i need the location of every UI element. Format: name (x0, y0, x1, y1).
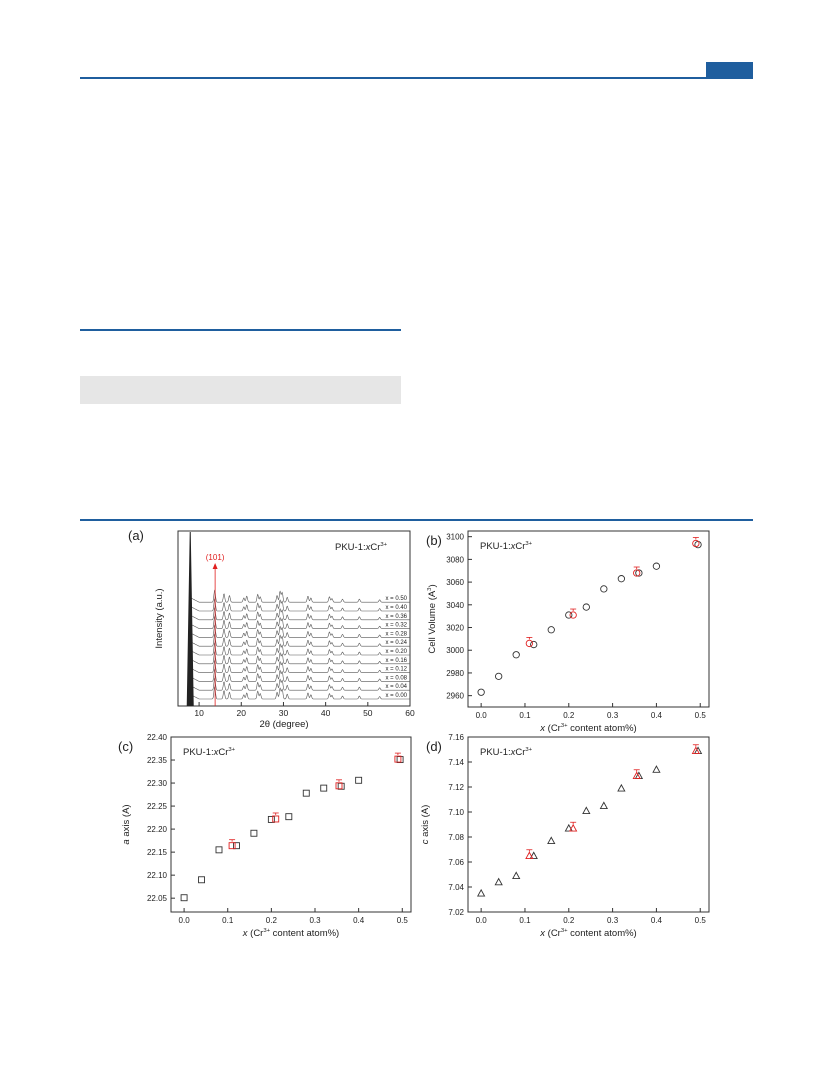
y-tick-label: 3020 (446, 623, 464, 633)
highlight-point (526, 640, 532, 646)
series-label: x = 0.32 (385, 622, 407, 629)
data-point (618, 575, 624, 581)
data-point (583, 604, 589, 610)
x-axis-label-c: x ($Cr^{3+}$ content atom%) (242, 928, 340, 939)
panel-title-d: PKU-1:xCr$^{3+}$ (480, 747, 533, 758)
x-axis-label-d: x ($Cr^{3+}$ content atom%) (540, 928, 637, 939)
panel-d (420, 733, 709, 939)
panel-label-a: (a) (128, 528, 144, 543)
x-tick-label: 0.5 (694, 711, 706, 720)
y-tick-label: 7.08 (448, 833, 464, 842)
plot-frame-c (171, 737, 411, 912)
data-point (216, 847, 222, 853)
y-tick-label: 7.02 (448, 908, 464, 917)
x-tick-label: 60 (405, 708, 415, 718)
xrd-pattern (189, 599, 410, 611)
data-point (356, 777, 362, 783)
x-tick-label: 0.0 (475, 916, 487, 925)
y-tick-label: 22.30 (146, 779, 167, 789)
panel-title-b: PKU-1:xCr$^{3+}$ (480, 541, 533, 552)
data-point (181, 895, 187, 901)
x-tick-label: 0.0 (475, 711, 487, 720)
data-point (478, 890, 485, 896)
series-label: x = 0.04 (385, 684, 407, 691)
y-tick-label: 22.15 (146, 848, 167, 858)
data-point (478, 689, 484, 695)
x-tick-label: 0.3 (309, 916, 321, 925)
xrd-pattern (189, 626, 410, 638)
x-tick-label: 0.4 (650, 916, 662, 925)
x-tick-label: 10 (194, 708, 204, 718)
peak-annotation: (101) (205, 553, 225, 562)
y-tick-label: 22.35 (146, 756, 167, 766)
xrd-pattern (189, 678, 410, 690)
series-label: x = 0.08 (385, 675, 407, 682)
x-tick-label: 0.3 (607, 711, 619, 720)
xrd-pattern (189, 670, 410, 682)
y-tick-label: 3000 (446, 646, 464, 656)
y-tick-label: 2960 (446, 691, 464, 701)
x-tick-label: 0.5 (694, 916, 706, 925)
x-tick-label: 0.2 (563, 916, 575, 925)
x-tick-label: 0.5 (396, 916, 408, 925)
data-point (600, 802, 607, 808)
data-point (513, 652, 519, 658)
y-tick-label: 7.06 (448, 858, 464, 867)
data-point (653, 766, 660, 772)
series-label: x = 0.40 (385, 605, 407, 611)
series-label: x = 0.00 (385, 693, 407, 699)
series-label: x = 0.36 (385, 613, 407, 620)
x-tick-label: 0.4 (353, 916, 365, 925)
series-label: x = 0.50 (385, 596, 407, 603)
x-tick-label: 0.1 (519, 916, 531, 925)
x-tick-label: 0.0 (178, 916, 190, 925)
x-axis-label-a: 2θ (degree) (259, 719, 309, 730)
xrd-pattern (189, 617, 410, 629)
highlight-point (570, 612, 576, 618)
panel-title-c: PKU-1:xCr$^{3+}$ (183, 747, 236, 758)
y-axis-label-a: Intensity (a.u.) (154, 588, 165, 649)
y-tick-label: 3080 (446, 555, 464, 565)
xrd-pattern (189, 590, 410, 602)
panel-label-b: (b) (426, 533, 442, 548)
y-tick-label: 3100 (446, 532, 464, 542)
data-point (653, 563, 659, 569)
highlight-point (693, 540, 699, 546)
y-tick-label: 3040 (446, 600, 464, 610)
panel-title-a: PKU-1:xCr$^{3+}$ (335, 542, 388, 553)
panel-label-c: (c) (118, 739, 134, 754)
data-point (321, 785, 327, 791)
x-tick-label: 0.1 (222, 916, 234, 925)
xrd-pattern (189, 643, 410, 655)
data-point (251, 830, 257, 836)
xrd-pattern (189, 608, 410, 620)
y-tick-label: 22.40 (146, 733, 167, 742)
series-label: x = 0.12 (385, 666, 407, 673)
data-point (495, 673, 501, 679)
y-axis-label-b: Cell Volume $(A^3)$ (427, 584, 438, 654)
x-tick-label: 20 (236, 708, 247, 718)
y-axis-label-d: c axis (A) (420, 804, 431, 845)
main-peak (187, 532, 193, 706)
data-point (601, 586, 607, 592)
y-tick-label: 7.14 (448, 758, 464, 767)
plot-frame-b (468, 531, 709, 707)
xrd-pattern (189, 661, 410, 673)
x-tick-label: 0.3 (607, 916, 619, 925)
x-tick-label: 0.1 (519, 711, 531, 720)
panel-label-d: (d) (426, 739, 442, 754)
peak-marker-arrow (213, 563, 218, 569)
y-tick-label: 22.25 (146, 802, 167, 812)
y-tick-label: 7.16 (448, 733, 464, 742)
y-tick-label: 7.04 (448, 883, 464, 892)
y-tick-label: 7.10 (448, 808, 464, 817)
data-point (286, 814, 292, 820)
panel-a (128, 528, 415, 730)
data-point (233, 843, 239, 849)
highlight-point (229, 843, 235, 849)
y-tick-label: 22.10 (146, 871, 167, 881)
xrd-pattern (189, 687, 410, 699)
y-tick-label: 3060 (446, 578, 464, 588)
xrd-pattern (189, 652, 410, 664)
data-point (199, 877, 205, 883)
data-point (513, 872, 520, 878)
x-tick-label: 50 (363, 708, 373, 718)
x-tick-label: 0.2 (265, 916, 277, 925)
x-tick-label: 40 (320, 708, 331, 718)
panel-b (426, 531, 709, 734)
panel-c (118, 733, 411, 939)
y-tick-label: 22.20 (146, 825, 167, 835)
series-label: x = 0.20 (385, 649, 407, 655)
x-tick-label: 30 (278, 708, 289, 718)
series-label: x = 0.24 (385, 640, 407, 647)
x-tick-label: 0.4 (650, 711, 662, 720)
y-axis-label-c: a axis (A) (121, 804, 132, 845)
data-point (583, 807, 590, 813)
data-point (618, 785, 625, 791)
x-tick-label: 0.2 (563, 711, 575, 720)
series-label: x = 0.28 (385, 631, 407, 638)
plot-frame-d (468, 737, 709, 912)
data-point (548, 837, 555, 843)
x-axis-label-b: x ($Cr^{3+}$ content atom%) (540, 723, 637, 734)
xrd-pattern (189, 634, 410, 646)
data-point (495, 879, 502, 885)
data-point (548, 627, 554, 633)
data-point (531, 641, 537, 647)
data-point (303, 790, 309, 796)
y-tick-label: 22.05 (146, 894, 167, 904)
series-label: x = 0.16 (385, 657, 407, 664)
y-tick-label: 2980 (446, 668, 464, 678)
y-tick-label: 7.12 (448, 783, 464, 792)
